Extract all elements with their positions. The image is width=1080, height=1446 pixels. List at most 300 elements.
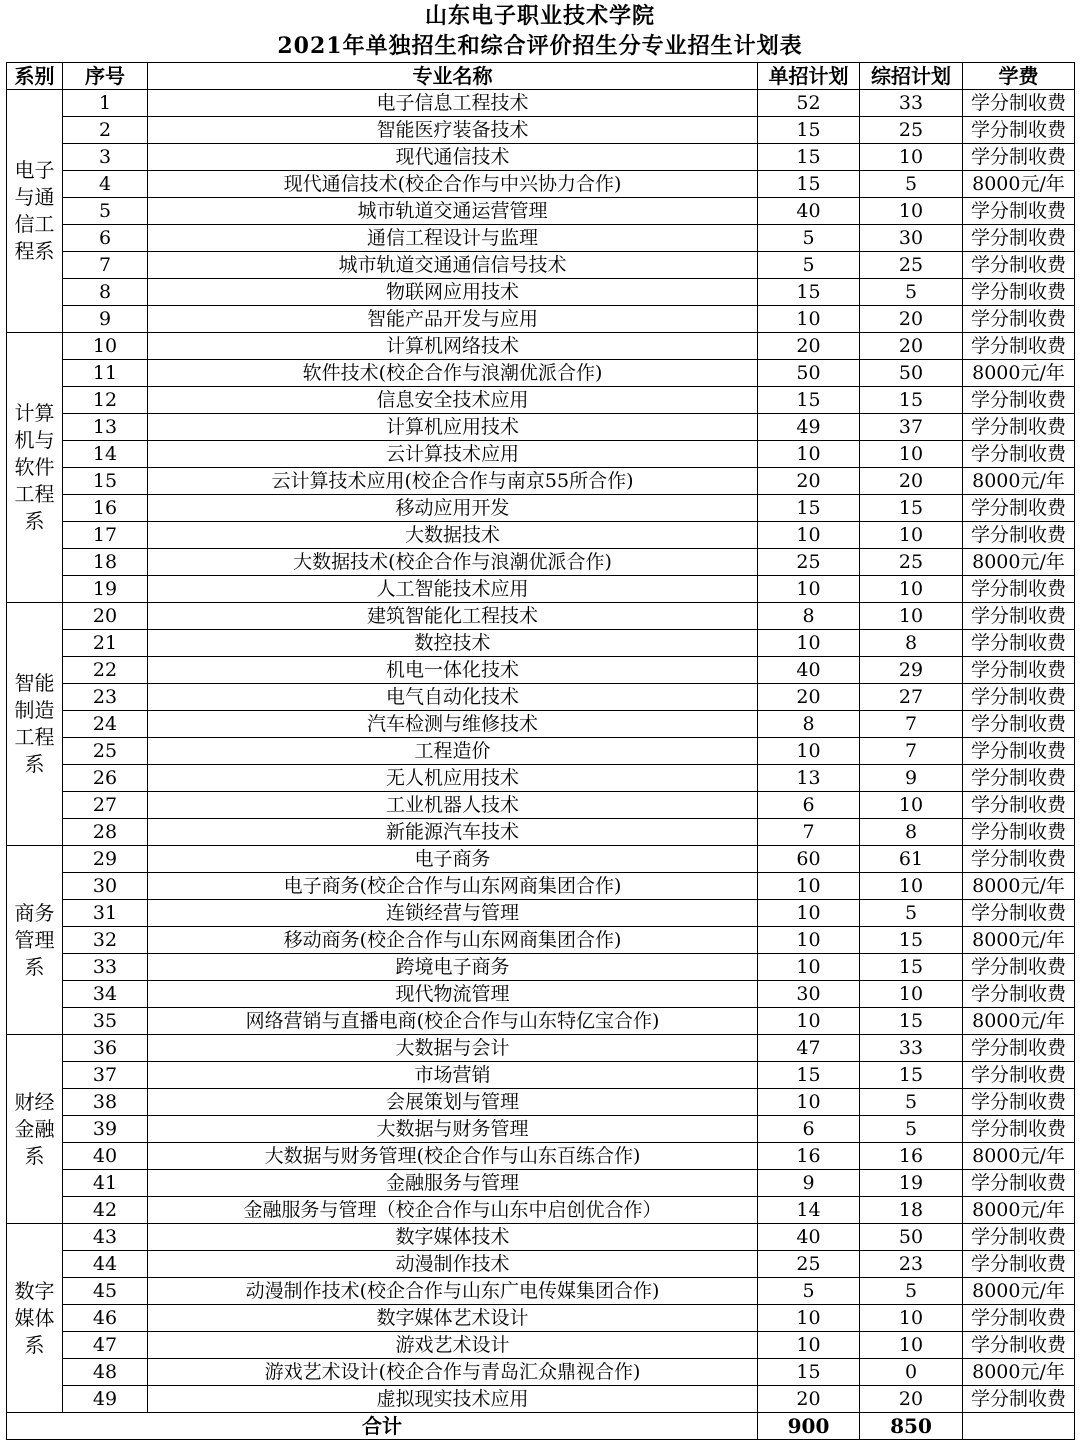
table-row (7, 171, 1075, 198)
comprehensive-plan-value: 5 (860, 1278, 963, 1305)
tuition-value: 学分制收费 (963, 279, 1075, 306)
major-name: 智能医疗装备技术 (148, 117, 758, 144)
row-number: 34 (63, 981, 148, 1008)
tuition-value: 8000元/年 (963, 1008, 1075, 1035)
major-name: 大数据与财务管理(校企合作与山东百练合作) (148, 1143, 758, 1170)
single-plan-value: 8 (758, 603, 860, 630)
single-plan-value: 20 (758, 684, 860, 711)
tuition-value: 学分制收费 (963, 576, 1075, 603)
comprehensive-plan-value: 29 (860, 657, 963, 684)
table-row (7, 279, 1075, 306)
major-name: 电气自动化技术 (148, 684, 758, 711)
comprehensive-plan-value: 15 (860, 927, 963, 954)
major-name: 数字媒体技术 (148, 1224, 758, 1251)
row-number: 13 (63, 414, 148, 441)
comprehensive-plan-value: 25 (860, 549, 963, 576)
row-number: 1 (63, 90, 148, 117)
table-row (7, 630, 1075, 657)
tuition-value: 学分制收费 (963, 792, 1075, 819)
enrollment-plan-table (6, 62, 1075, 1440)
single-plan-value: 20 (758, 333, 860, 360)
tuition-value: 学分制收费 (963, 90, 1075, 117)
row-number: 36 (63, 1035, 148, 1062)
single-plan-value: 15 (758, 495, 860, 522)
comprehensive-plan-value: 5 (860, 279, 963, 306)
comprehensive-plan-value: 10 (860, 1332, 963, 1359)
comprehensive-plan-value: 10 (860, 576, 963, 603)
single-plan-value: 40 (758, 1224, 860, 1251)
comprehensive-plan-value: 20 (860, 306, 963, 333)
tuition-value: 8000元/年 (963, 873, 1075, 900)
single-plan-value: 25 (758, 1251, 860, 1278)
header-single-plan: 单招计划 (758, 63, 860, 90)
row-number: 11 (63, 360, 148, 387)
table-row (7, 117, 1075, 144)
comprehensive-plan-value: 10 (860, 144, 963, 171)
table-row (7, 981, 1075, 1008)
tuition-value: 学分制收费 (963, 306, 1075, 333)
row-number: 18 (63, 549, 148, 576)
comprehensive-plan-value: 10 (860, 522, 963, 549)
major-name: 信息安全技术应用 (148, 387, 758, 414)
tuition-value: 学分制收费 (963, 225, 1075, 252)
total-label: 合计 (7, 1413, 758, 1440)
row-number: 21 (63, 630, 148, 657)
tuition-value: 学分制收费 (963, 954, 1075, 981)
tuition-value: 学分制收费 (963, 765, 1075, 792)
row-number: 2 (63, 117, 148, 144)
row-number: 29 (63, 846, 148, 873)
tuition-value: 学分制收费 (963, 198, 1075, 225)
comprehensive-plan-value: 10 (860, 603, 963, 630)
major-name: 电子商务 (148, 846, 758, 873)
tuition-value: 8000元/年 (963, 549, 1075, 576)
single-plan-value: 49 (758, 414, 860, 441)
comprehensive-plan-value: 37 (860, 414, 963, 441)
single-plan-value: 20 (758, 468, 860, 495)
row-number: 47 (63, 1332, 148, 1359)
tuition-value: 学分制收费 (963, 657, 1075, 684)
major-name: 工程造价 (148, 738, 758, 765)
table-row (7, 846, 1075, 873)
comprehensive-plan-value: 10 (860, 441, 963, 468)
single-plan-value: 16 (758, 1143, 860, 1170)
single-plan-value: 52 (758, 90, 860, 117)
comprehensive-plan-value: 33 (860, 1035, 963, 1062)
total-row (7, 1413, 1075, 1440)
row-number: 20 (63, 603, 148, 630)
tuition-value: 8000元/年 (963, 1197, 1075, 1224)
tuition-value: 学分制收费 (963, 522, 1075, 549)
single-plan-value: 30 (758, 981, 860, 1008)
table-row (7, 792, 1075, 819)
major-name: 金融服务与管理（校企合作与山东中启创优合作） (148, 1197, 758, 1224)
single-plan-value: 10 (758, 1332, 860, 1359)
department-name: 智能制造工程系 (14, 671, 55, 776)
table-row (7, 1305, 1075, 1332)
major-name: 云计算技术应用 (148, 441, 758, 468)
tuition-value: 8000元/年 (963, 468, 1075, 495)
row-number: 38 (63, 1089, 148, 1116)
comprehensive-plan-value: 18 (860, 1197, 963, 1224)
table-row (7, 468, 1075, 495)
comprehensive-plan-value: 20 (860, 1386, 963, 1413)
row-number: 40 (63, 1143, 148, 1170)
table-row (7, 873, 1075, 900)
comprehensive-plan-value: 25 (860, 117, 963, 144)
major-name: 城市轨道交通运营管理 (148, 198, 758, 225)
comprehensive-plan-value: 10 (860, 873, 963, 900)
single-plan-value: 5 (758, 1278, 860, 1305)
department-cell (7, 846, 63, 1035)
single-plan-value: 10 (758, 306, 860, 333)
table-row (7, 1386, 1075, 1413)
comprehensive-plan-value: 10 (860, 981, 963, 1008)
department-name: 电子与通信工程系 (14, 158, 55, 263)
tuition-value: 学分制收费 (963, 603, 1075, 630)
major-name: 游戏艺术设计 (148, 1332, 758, 1359)
major-name: 新能源汽车技术 (148, 819, 758, 846)
single-plan-value: 10 (758, 954, 860, 981)
comprehensive-plan-value: 15 (860, 954, 963, 981)
tuition-value: 学分制收费 (963, 333, 1075, 360)
single-plan-value: 15 (758, 1062, 860, 1089)
table-row (7, 1143, 1075, 1170)
table-row (7, 1008, 1075, 1035)
tuition-value: 8000元/年 (963, 1143, 1075, 1170)
tuition-value: 学分制收费 (963, 981, 1075, 1008)
row-number: 41 (63, 1170, 148, 1197)
comprehensive-plan-value: 50 (860, 1224, 963, 1251)
tuition-value: 8000元/年 (963, 171, 1075, 198)
table-row (7, 1116, 1075, 1143)
table-row (7, 765, 1075, 792)
row-number: 33 (63, 954, 148, 981)
tuition-value: 学分制收费 (963, 819, 1075, 846)
department-cell (7, 1224, 63, 1413)
major-name: 移动应用开发 (148, 495, 758, 522)
major-name: 工业机器人技术 (148, 792, 758, 819)
table-row (7, 1170, 1075, 1197)
table-row (7, 927, 1075, 954)
table-row (7, 1278, 1075, 1305)
row-number: 12 (63, 387, 148, 414)
document-title: 山东电子职业技术学院 (424, 3, 655, 29)
comprehensive-plan-value: 8 (860, 630, 963, 657)
tuition-value: 学分制收费 (963, 630, 1075, 657)
comprehensive-plan-value: 0 (860, 1359, 963, 1386)
row-number: 25 (63, 738, 148, 765)
row-number: 24 (63, 711, 148, 738)
tuition-value: 8000元/年 (963, 360, 1075, 387)
row-number: 27 (63, 792, 148, 819)
document-subtitle: 2021年单独招生和综合评价招生分专业招生计划表 (277, 33, 803, 59)
table-row (7, 306, 1075, 333)
major-name: 物联网应用技术 (148, 279, 758, 306)
table-row (7, 495, 1075, 522)
single-plan-value: 25 (758, 549, 860, 576)
total-tuition (963, 1413, 1075, 1440)
single-plan-value: 10 (758, 441, 860, 468)
single-plan-value: 6 (758, 792, 860, 819)
comprehensive-plan-value: 5 (860, 171, 963, 198)
tuition-value: 学分制收费 (963, 387, 1075, 414)
single-plan-value: 47 (758, 1035, 860, 1062)
table-row (7, 1359, 1075, 1386)
comprehensive-plan-value: 27 (860, 684, 963, 711)
major-name: 无人机应用技术 (148, 765, 758, 792)
table-row (7, 522, 1075, 549)
single-plan-value: 6 (758, 1116, 860, 1143)
major-name: 大数据与财务管理 (148, 1116, 758, 1143)
comprehensive-plan-value: 10 (860, 792, 963, 819)
row-number: 23 (63, 684, 148, 711)
major-name: 金融服务与管理 (148, 1170, 758, 1197)
comprehensive-plan-value: 7 (860, 738, 963, 765)
major-name: 虚拟现实技术应用 (148, 1386, 758, 1413)
major-name: 电子商务(校企合作与山东网商集团合作) (148, 873, 758, 900)
comprehensive-plan-value: 50 (860, 360, 963, 387)
tuition-value: 学分制收费 (963, 1062, 1075, 1089)
comprehensive-plan-value: 5 (860, 1116, 963, 1143)
single-plan-value: 10 (758, 576, 860, 603)
row-number: 16 (63, 495, 148, 522)
single-plan-value: 13 (758, 765, 860, 792)
single-plan-value: 5 (758, 252, 860, 279)
major-name: 云计算技术应用(校企合作与南京55所合作) (148, 468, 758, 495)
comprehensive-plan-value: 5 (860, 1089, 963, 1116)
major-name: 通信工程设计与监理 (148, 225, 758, 252)
tuition-value: 学分制收费 (963, 144, 1075, 171)
table-row (7, 684, 1075, 711)
single-plan-value: 10 (758, 1008, 860, 1035)
single-plan-value: 50 (758, 360, 860, 387)
row-number: 10 (63, 333, 148, 360)
table-row (7, 576, 1075, 603)
row-number: 45 (63, 1278, 148, 1305)
table-row (7, 225, 1075, 252)
header-row (7, 63, 1075, 90)
row-number: 37 (63, 1062, 148, 1089)
comprehensive-plan-value: 15 (860, 495, 963, 522)
row-number: 5 (63, 198, 148, 225)
table-row (7, 414, 1075, 441)
comprehensive-plan-value: 9 (860, 765, 963, 792)
major-name: 大数据技术(校企合作与浪潮优派合作) (148, 549, 758, 576)
comprehensive-plan-value: 7 (860, 711, 963, 738)
tuition-value: 学分制收费 (963, 684, 1075, 711)
major-name: 跨境电子商务 (148, 954, 758, 981)
tuition-value: 8000元/年 (963, 927, 1075, 954)
table-row (7, 360, 1075, 387)
single-plan-value: 10 (758, 927, 860, 954)
major-name: 动漫制作技术(校企合作与山东广电传媒集团合作) (148, 1278, 758, 1305)
single-plan-value: 15 (758, 1359, 860, 1386)
row-number: 26 (63, 765, 148, 792)
major-name: 数字媒体艺术设计 (148, 1305, 758, 1332)
single-plan-value: 5 (758, 225, 860, 252)
tuition-value: 学分制收费 (963, 1170, 1075, 1197)
major-name: 移动商务(校企合作与山东网商集团合作) (148, 927, 758, 954)
single-plan-value: 9 (758, 1170, 860, 1197)
table-row (7, 549, 1075, 576)
comprehensive-plan-value: 20 (860, 468, 963, 495)
tuition-value: 学分制收费 (963, 1386, 1075, 1413)
single-plan-value: 14 (758, 1197, 860, 1224)
comprehensive-plan-value: 61 (860, 846, 963, 873)
single-plan-value: 10 (758, 900, 860, 927)
comprehensive-plan-value: 15 (860, 1062, 963, 1089)
single-plan-value: 10 (758, 873, 860, 900)
department-cell (7, 333, 63, 603)
row-number: 3 (63, 144, 148, 171)
major-name: 网络营销与直播电商(校企合作与山东特亿宝合作) (148, 1008, 758, 1035)
single-plan-value: 10 (758, 738, 860, 765)
tuition-value: 学分制收费 (963, 846, 1075, 873)
total-single-plan: 900 (758, 1413, 860, 1440)
table-row (7, 1332, 1075, 1359)
single-plan-value: 7 (758, 819, 860, 846)
major-name: 机电一体化技术 (148, 657, 758, 684)
table-row (7, 603, 1075, 630)
row-number: 7 (63, 252, 148, 279)
tuition-value: 学分制收费 (963, 711, 1075, 738)
table-row (7, 144, 1075, 171)
major-name: 建筑智能化工程技术 (148, 603, 758, 630)
row-number: 42 (63, 1197, 148, 1224)
department-cell (7, 90, 63, 333)
table-row (7, 252, 1075, 279)
row-number: 46 (63, 1305, 148, 1332)
row-number: 31 (63, 900, 148, 927)
row-number: 4 (63, 171, 148, 198)
row-number: 19 (63, 576, 148, 603)
comprehensive-plan-value: 10 (860, 1305, 963, 1332)
table-row (7, 198, 1075, 225)
table-row (7, 441, 1075, 468)
comprehensive-plan-value: 15 (860, 387, 963, 414)
total-comprehensive-plan: 850 (860, 1413, 963, 1440)
row-number: 44 (63, 1251, 148, 1278)
row-number: 48 (63, 1359, 148, 1386)
major-name: 动漫制作技术 (148, 1251, 758, 1278)
single-plan-value: 15 (758, 144, 860, 171)
department-name: 商务管理系 (14, 900, 55, 979)
major-name: 游戏艺术设计(校企合作与青岛汇众鼎视合作) (148, 1359, 758, 1386)
major-name: 现代通信技术 (148, 144, 758, 171)
header-major: 专业名称 (148, 63, 758, 90)
row-number: 9 (63, 306, 148, 333)
major-name: 计算机网络技术 (148, 333, 758, 360)
major-name: 大数据与会计 (148, 1035, 758, 1062)
major-name: 会展策划与管理 (148, 1089, 758, 1116)
comprehensive-plan-value: 23 (860, 1251, 963, 1278)
department-name: 财经金融系 (14, 1089, 55, 1168)
row-number: 14 (63, 441, 148, 468)
tuition-value: 学分制收费 (963, 117, 1075, 144)
tuition-value: 8000元/年 (963, 1359, 1075, 1386)
comprehensive-plan-value: 10 (860, 198, 963, 225)
single-plan-value: 15 (758, 171, 860, 198)
tuition-value: 学分制收费 (963, 1251, 1075, 1278)
major-name: 现代物流管理 (148, 981, 758, 1008)
single-plan-value: 15 (758, 279, 860, 306)
comprehensive-plan-value: 8 (860, 819, 963, 846)
major-name: 现代通信技术(校企合作与中兴协力合作) (148, 171, 758, 198)
comprehensive-plan-value: 33 (860, 90, 963, 117)
department-name: 计算机与软件工程系 (14, 401, 55, 533)
tuition-value: 学分制收费 (963, 1305, 1075, 1332)
tuition-value: 学分制收费 (963, 1035, 1075, 1062)
header-comprehensive-plan: 综招计划 (860, 63, 963, 90)
table-row (7, 711, 1075, 738)
major-name: 软件技术(校企合作与浪潮优派合作) (148, 360, 758, 387)
single-plan-value: 20 (758, 1386, 860, 1413)
comprehensive-plan-value: 25 (860, 252, 963, 279)
header-number: 序号 (63, 63, 148, 90)
tuition-value: 学分制收费 (963, 1089, 1075, 1116)
table-row (7, 657, 1075, 684)
tuition-value: 学分制收费 (963, 1224, 1075, 1251)
major-name: 人工智能技术应用 (148, 576, 758, 603)
row-number: 39 (63, 1116, 148, 1143)
table-body (7, 90, 1075, 1413)
comprehensive-plan-value: 15 (860, 1008, 963, 1035)
tuition-value: 学分制收费 (963, 1116, 1075, 1143)
table-row (7, 954, 1075, 981)
table-row (7, 1089, 1075, 1116)
header-department: 系别 (7, 63, 63, 90)
single-plan-value: 8 (758, 711, 860, 738)
tuition-value: 学分制收费 (963, 738, 1075, 765)
single-plan-value: 15 (758, 117, 860, 144)
tuition-value: 学分制收费 (963, 495, 1075, 522)
single-plan-value: 10 (758, 630, 860, 657)
comprehensive-plan-value: 16 (860, 1143, 963, 1170)
tuition-value: 学分制收费 (963, 900, 1075, 927)
major-name: 智能产品开发与应用 (148, 306, 758, 333)
single-plan-value: 10 (758, 522, 860, 549)
single-plan-value: 10 (758, 1089, 860, 1116)
row-number: 8 (63, 279, 148, 306)
department-name: 数字媒体系 (14, 1278, 55, 1357)
major-name: 市场营销 (148, 1062, 758, 1089)
row-number: 28 (63, 819, 148, 846)
single-plan-value: 10 (758, 1305, 860, 1332)
single-plan-value: 15 (758, 387, 860, 414)
comprehensive-plan-value: 19 (860, 1170, 963, 1197)
row-number: 35 (63, 1008, 148, 1035)
table-row (7, 1062, 1075, 1089)
row-number: 17 (63, 522, 148, 549)
table-row (7, 1224, 1075, 1251)
table-row (7, 90, 1075, 117)
major-name: 计算机应用技术 (148, 414, 758, 441)
table-row (7, 900, 1075, 927)
major-name: 电子信息工程技术 (148, 90, 758, 117)
department-cell (7, 603, 63, 846)
tuition-value: 学分制收费 (963, 414, 1075, 441)
row-number: 43 (63, 1224, 148, 1251)
single-plan-value: 40 (758, 657, 860, 684)
table-row (7, 333, 1075, 360)
single-plan-value: 60 (758, 846, 860, 873)
major-name: 城市轨道交通通信信号技术 (148, 252, 758, 279)
comprehensive-plan-value: 5 (860, 900, 963, 927)
table-row (7, 738, 1075, 765)
tuition-value: 学分制收费 (963, 252, 1075, 279)
row-number: 22 (63, 657, 148, 684)
